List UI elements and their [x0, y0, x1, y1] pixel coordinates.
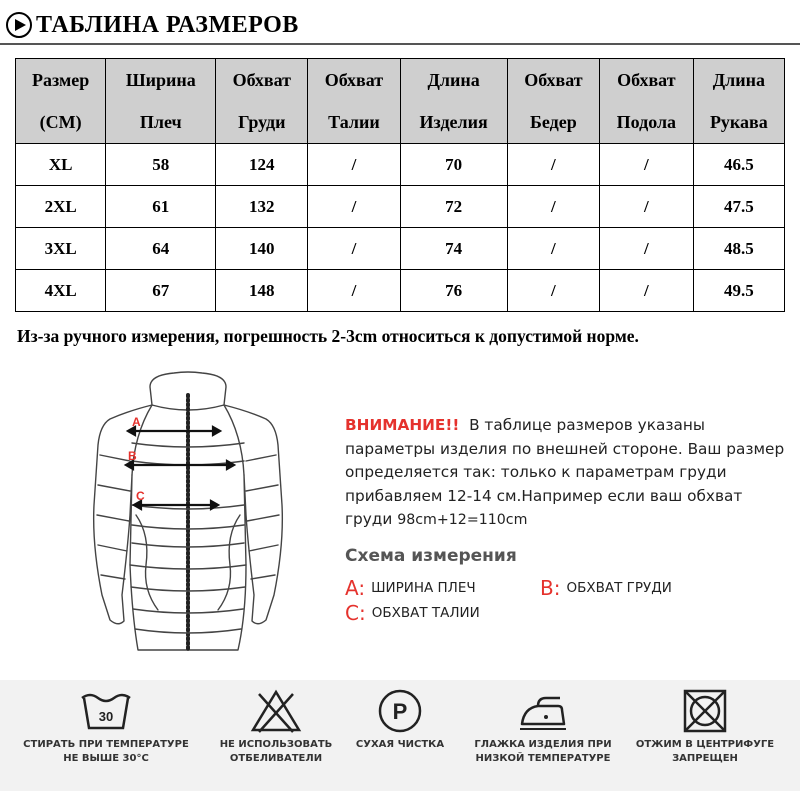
column-header	[693, 59, 784, 144]
table-cell: 132	[216, 186, 308, 228]
table-cell: /	[308, 228, 400, 270]
column-header-line: Рукава	[709, 112, 768, 132]
column-header-line: Обхват	[324, 70, 384, 90]
no-tumble-dry-icon	[678, 688, 732, 734]
table-cell: /	[507, 228, 599, 270]
table-row	[16, 186, 785, 228]
legend-label-b: ОБХВАТ ГРУДИ	[566, 580, 672, 596]
column-header	[599, 59, 693, 144]
table-cell: 67	[106, 270, 216, 312]
care-bleach-line1: НЕ ИСПОЛЬЗОВАТЬ	[219, 739, 333, 750]
column-header-line: Талии	[328, 112, 380, 132]
table-cell: 47.5	[693, 186, 784, 228]
table-row	[16, 144, 785, 186]
care-dryclean	[340, 688, 460, 752]
table-cell: 4XL	[16, 270, 106, 312]
care-spin-line1: ОТЖИМ В ЦЕНТРИФУГЕ	[635, 739, 775, 750]
care-wash-line2: НЕ ВЫШЕ 30°C	[63, 753, 149, 764]
page-title-text: ТАБЛИНА РАЗМЕРОВ	[36, 11, 299, 38]
legend-label-a: ШИРИНА ПЛЕЧ	[371, 580, 476, 596]
column-header	[507, 59, 599, 144]
table-cell: 72	[400, 186, 507, 228]
table-cell: /	[507, 270, 599, 312]
table-cell: 46.5	[693, 144, 784, 186]
care-wash	[16, 688, 196, 766]
table-cell: /	[599, 186, 693, 228]
table-cell: 58	[106, 144, 216, 186]
diagram-label-a: A	[132, 415, 141, 429]
column-header	[308, 59, 400, 144]
iron-low-icon	[516, 688, 570, 734]
table-cell: 64	[106, 228, 216, 270]
table-cell: /	[308, 144, 400, 186]
column-header-line: Бедер	[530, 112, 577, 132]
page-title	[6, 8, 299, 42]
column-header-line: Плеч	[139, 112, 182, 132]
table-cell: /	[599, 144, 693, 186]
column-header	[216, 59, 308, 144]
care-bleach	[196, 688, 356, 766]
column-header-line: Длина	[712, 70, 765, 90]
care-dryclean-line1: СУХАЯ ЧИСТКА	[355, 739, 445, 750]
table-cell: 70	[400, 144, 507, 186]
legend-waist	[345, 601, 480, 625]
care-wash-line1: СТИРАТЬ ПРИ ТЕМПЕРАТУРЕ	[23, 739, 189, 750]
table-cell: /	[507, 186, 599, 228]
table-cell: XL	[16, 144, 106, 186]
column-header	[400, 59, 507, 144]
care-bleach-line2: ОТБЕЛИВАТЕЛИ	[229, 753, 323, 764]
attention-example: 98cm+12=110cm	[397, 512, 528, 528]
care-iron	[458, 688, 628, 766]
size-table	[15, 58, 785, 312]
column-header-line: Изделия	[419, 112, 488, 132]
no-bleach-icon	[249, 688, 303, 734]
size-table-header	[16, 59, 785, 144]
care-spin-line2: ЗАПРЕЩЕН	[672, 753, 738, 764]
column-header-line: Размер	[32, 70, 90, 90]
table-cell: 76	[400, 270, 507, 312]
column-header-line: Обхват	[617, 70, 676, 90]
table-cell: /	[308, 186, 400, 228]
arrow-bullet-icon	[6, 12, 32, 38]
attention-block	[345, 414, 785, 533]
table-cell: 148	[216, 270, 308, 312]
dry-clean-p-icon	[373, 688, 427, 734]
dry-clean-letter: P	[392, 699, 408, 724]
diagram-label-b: B	[128, 449, 137, 463]
column-header-line: Подола	[616, 112, 677, 132]
table-cell: 61	[106, 186, 216, 228]
diagram-label-c: C	[136, 489, 145, 503]
column-header-line: (CM)	[39, 112, 82, 132]
title-divider	[0, 43, 800, 45]
legend-key-a: A:	[345, 576, 366, 600]
column-header-line: Обхват	[524, 70, 583, 90]
care-spin	[620, 688, 790, 766]
measurement-note: Из-за ручного измерения, погрешность 2-3cm относиться к допустимой норме.	[17, 326, 639, 346]
table-cell: /	[599, 270, 693, 312]
table-cell: 124	[216, 144, 308, 186]
column-header-line: Груди	[238, 112, 286, 132]
legend-chest	[540, 576, 672, 600]
table-cell: 49.5	[693, 270, 784, 312]
table-cell: /	[308, 270, 400, 312]
table-cell: 140	[216, 228, 308, 270]
legend-label-c: ОБХВАТ ТАЛИИ	[371, 605, 480, 621]
column-header-line: Обхват	[232, 70, 291, 90]
column-header	[106, 59, 216, 144]
table-cell: 48.5	[693, 228, 784, 270]
care-iron-line1: ГЛАЖКА ИЗДЕЛИЯ ПРИ	[474, 739, 612, 750]
attention-label: ВНИМАНИЕ!!	[345, 416, 460, 434]
table-cell: /	[599, 228, 693, 270]
table-row	[16, 270, 785, 312]
legend-key-b: B:	[540, 576, 561, 600]
table-cell: 74	[400, 228, 507, 270]
table-row	[16, 228, 785, 270]
attention-text: В таблице размеров указаны параметры изделия по внешней стороне. Ваш размер определяется так: только к параметрам груди прибавляем 12-14 см.Например если ваш обхват груди	[345, 416, 785, 528]
column-header-line: Длина	[427, 70, 480, 90]
wash-temp: 30	[98, 709, 114, 724]
legend-key-c: C:	[345, 601, 366, 625]
table-cell: /	[507, 144, 599, 186]
care-iron-line2: НИЗКОЙ ТЕМПЕРАТУРЕ	[475, 753, 611, 764]
wash-30-icon	[79, 688, 133, 734]
legend-shoulder	[345, 576, 476, 600]
column-header-line: Ширина	[125, 70, 196, 90]
scheme-title: Схема измерения	[345, 546, 517, 566]
coat-diagram	[88, 365, 338, 665]
column-header	[16, 59, 106, 144]
table-cell: 2XL	[16, 186, 106, 228]
table-cell: 3XL	[16, 228, 106, 270]
